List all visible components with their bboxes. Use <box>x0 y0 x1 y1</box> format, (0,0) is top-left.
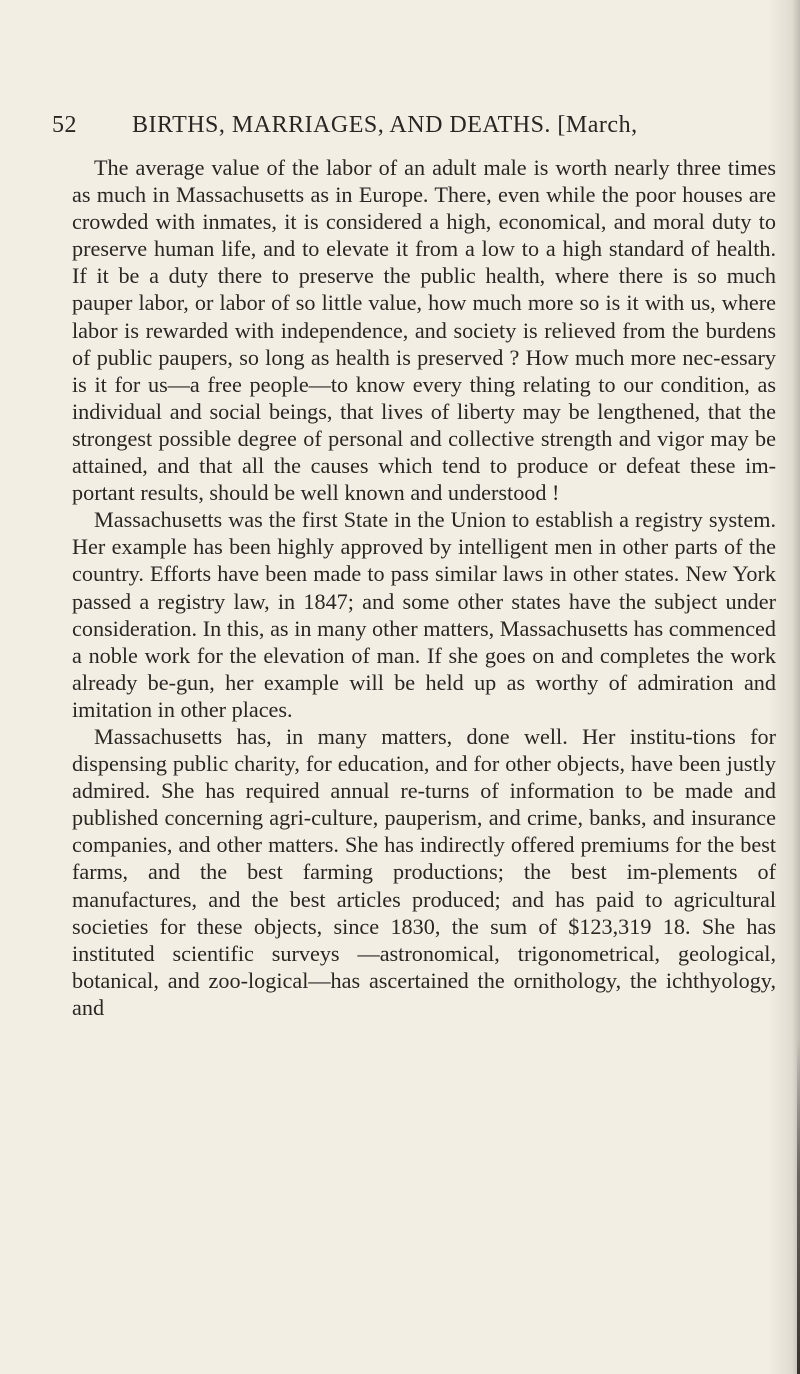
running-title: BIRTHS, MARRIAGES, AND DEATHS. [March, <box>132 112 638 138</box>
paragraph: Massachusetts was the first State in the Union to establish a registry system. Her example has been highly approved by intelligent men in other parts of the country. Efforts have been made to pass similar laws in other states. New York passed a registry law, in 1847; and some other states have the subject under consideration. In this, as in many other matters, Massachusetts has commenced a noble work for the elevation of man. If she goes on and completes the work already be-gun, her example will be held up as worthy of admiration and imitation in other places. <box>72 507 776 722</box>
paragraph: The average value of the labor of an adult male is worth nearly three times as much in Massachusetts as in Europe. There, even while the poor houses are crowded with inmates, it is considered a high, economical, and moral duty to preserve human life, and to elevate it from a low to a high standard of health. If it be a duty there to preserve the public health, where there is so much pauper labor, or labor of so little value, how much more so is it with us, where labor is rewarded with independence, and society is relieved from the burdens of public paupers, so long as health is preserved ? How much more nec-essary is it for us—a free people—to know every thing relating to our condition, as individual and social beings, that lives of liberty may be lengthened, that the strongest possible degree of personal and collective strength and vigor may be attained, and that all the causes which tend to produce or defeat these im-portant results, should be well known and understood ! <box>72 155 776 506</box>
page-header <box>52 112 792 148</box>
body-text <box>72 154 776 1021</box>
paragraph: Massachusetts has, in many matters, done well. Her institu-tions for dispensing public charity, for education, and for other objects, have been justly admired. She has required annual re-turns of information to be made and published concerning agri-culture, pauperism, and crime, banks, and insurance companies, and other matters. She has indirectly offered premiums for the best farms, and the best farming productions; the best im-plements of manufactures, and the best articles produced; and has paid to agricultural societies for these objects, since 1830, the sum of $123,319 18. She has instituted scientific surveys —astronomical, trigonometrical, geological, botanical, and zoo-logical—has ascertained the ornithology, the ichthyology, and <box>72 723 776 1020</box>
page-number: 52 <box>52 112 77 138</box>
